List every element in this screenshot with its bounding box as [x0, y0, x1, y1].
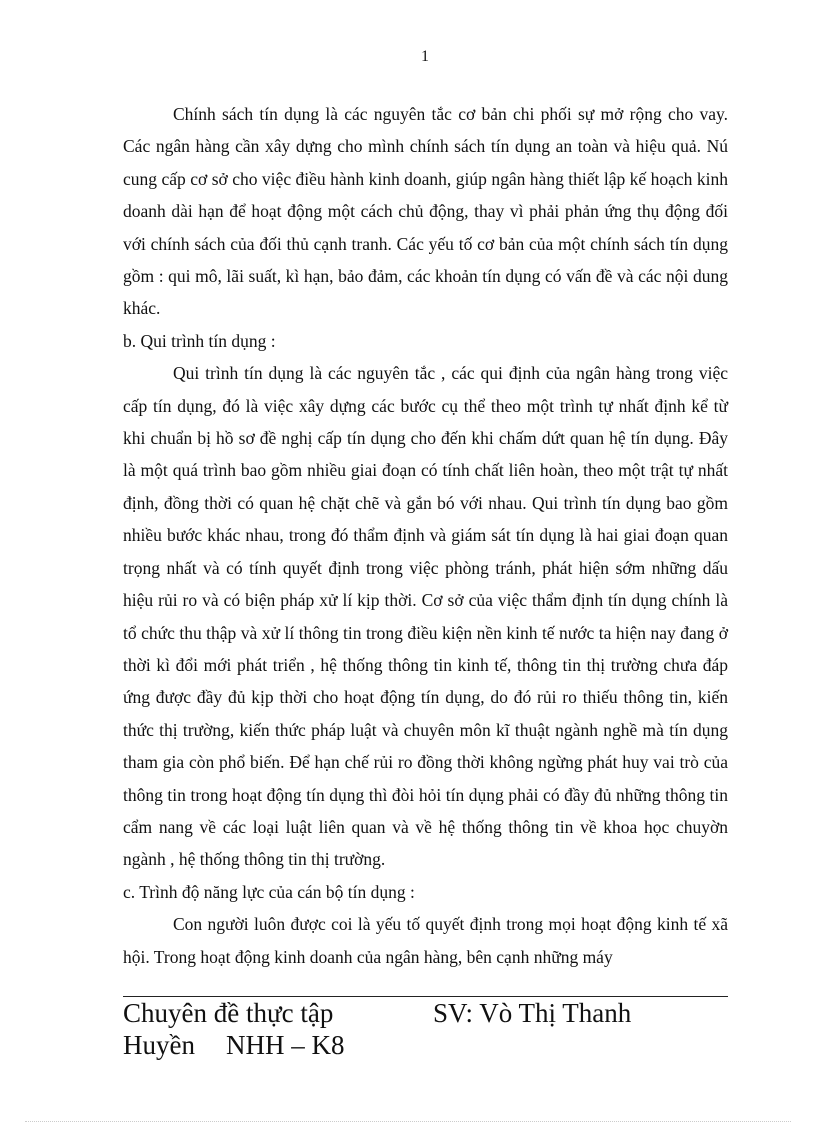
footer-class-code: NHH – K8 — [226, 1030, 345, 1060]
page-number: 1 — [421, 48, 429, 65]
page-footer — [123, 997, 743, 1061]
footer-line-2 — [123, 1029, 743, 1061]
footer-line-1 — [123, 997, 743, 1029]
paragraph-credit-policy: Chính sách tín dụng là các nguyên tắc cơ bản chi phối sự mở rộng cho vay. Các ngân hàng cần xây dựng cho mình chính sách tín dụng an toàn và hiệu quả. Nú cung cấp cơ sở cho việc điều hành kinh doanh, giúp ngân hàng thiết lập kế hoạch kinh doanh dài hạn để hoạt động một cách chủ động, thay vì phải phản ứng thụ động đối với chính sách của đối thủ cạnh tranh. Các yếu tố cơ bản của một chính sách tín dụng gồm : qui mô, lãi suất, kì hạn, bảo đảm, các khoản tín dụng có vấn đề và các nội dung khác. — [123, 104, 728, 319]
page-bottom-border — [25, 1121, 791, 1122]
heading-officer-competence: c. Trình độ năng lực của cán bộ tín dụng : — [123, 881, 415, 902]
footer-student-label: SV: Vò Thị Thanh — [433, 998, 632, 1028]
footer-student-name: Huyền — [123, 1030, 195, 1060]
document-body — [123, 98, 728, 973]
paragraph-officer-competence: Con người luôn được coi là yếu tố quyết định trong mọi hoạt động kinh tế xã hội. Trong hoạt động kinh doanh của ngân hàng, bên cạnh những máy — [123, 914, 728, 967]
footer-report-title: Chuyên đề thực tập — [123, 998, 334, 1028]
paragraph-credit-process: Qui trình tín dụng là các nguyên tắc , các qui định của ngân hàng trong việc cấp tín dụng, đó là việc xây dựng các bước cụ thể theo một trình tự nhất định kể từ khi chuẩn bị hồ sơ đề nghị cấp tín dụng cho đến khi chấm dứt quan hệ tín dụng. Đây là một quá trình bao gồm nhiều giai đoạn có tính chất liên hoàn, theo một trật tự nhất định, đồng thời có quan hệ chặt chẽ và gắn bó với nhau. Qui trình tín dụng bao gồm nhiều bước khác nhau, trong đó thẩm định và giám sát tín dụng là hai giai đoạn quan trọng nhất và có tính quyết định trong việc phòng tránh, phát hiện sớm những dấu hiệu rủi ro và có biện pháp xử lí kịp thời. Cơ sở của việc thẩm định tín dụng chính là tổ chức thu thập và xử lí thông tin trong điều kiện nền kinh tế nước ta hiện nay đang ở thời kì đổi mới phát triển , hệ thống thông tin kinh tế, thông tin thị trường chưa đáp ứng được đầy đủ kịp thời cho hoạt động tín dụng, do đó rủi ro thiếu thông tin, kiến thức thị trường, kiến thức pháp luật và chuyên môn kĩ thuật ngành nghề mà tín dụng tham gia còn phổ biến. Để hạn chế rủi ro đồng thời không ngừng phát huy vai trò của thông tin trong hoạt động tín dụng thì đòi hỏi tín dụng phải có đầy đủ những thông tin cẩm nang về các loại luật liên quan và về hệ thống thông tin về khoa học chuyờn ngành , hệ thống thông tin thị trường. — [123, 363, 728, 870]
heading-credit-process: b. Qui trình tín dụng : — [123, 330, 276, 351]
